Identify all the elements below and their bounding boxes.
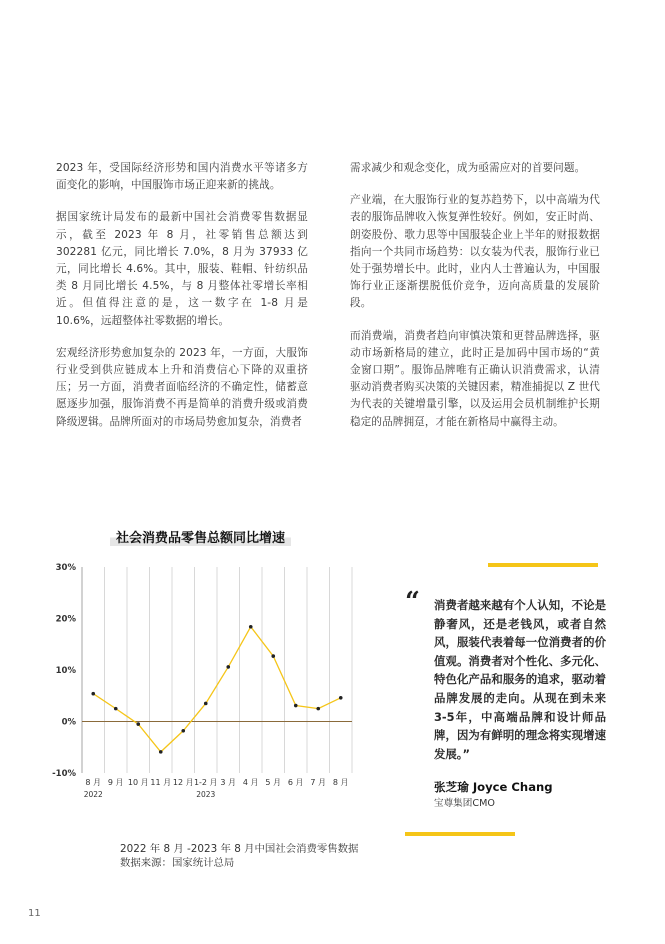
left-text-column xyxy=(56,160,308,446)
quote-mark-icon: “ xyxy=(405,587,420,617)
data-point xyxy=(316,707,320,711)
y-tick-label: 30% xyxy=(55,563,76,573)
x-year-label: 2023 xyxy=(196,790,216,799)
data-point xyxy=(249,625,253,629)
data-point xyxy=(271,654,275,658)
x-tick-label: 7 月 xyxy=(310,778,327,787)
chart-title: 社会消费品零售总额同比增速 xyxy=(110,527,291,546)
chart-caption-line: 2022 年 8 月 -2023 年 8 月中国社会消费零售数据 xyxy=(120,843,359,855)
data-point xyxy=(294,704,298,708)
paragraph: 而消费端，消费者趋向审慎决策和更替品牌选择，驱动市场新格局的建立，此时正是加码中国市场的“黄金窗口期”。服饰品牌唯有正确认识消费需求，认清驱动消费者购买决策的关键因素，精准捕捉以 Z 世代为代表的关键增量引擎，以及运用会员机制维护长期稳定的品牌拥趸，才能在新格局中赢得主动。 xyxy=(350,329,600,428)
x-tick-label: 9 月 xyxy=(107,778,124,787)
x-tick-label: 5 月 xyxy=(265,778,282,787)
right-text-column xyxy=(350,160,600,446)
chart-source-line: 数据来源：国家统计总局 xyxy=(120,857,235,869)
x-tick-label: 11 月 xyxy=(150,778,172,787)
data-point xyxy=(91,692,95,696)
x-tick-label: 6 月 xyxy=(287,778,304,787)
y-tick-label: -10% xyxy=(52,769,76,779)
page-number: 11 xyxy=(28,908,41,919)
data-point xyxy=(136,722,140,726)
quote-text: 消费者越来越有个人认知，不论是静奢风，还是老钱风，或者自然风，服装代表着每一位消费者的价值观。消费者对个性化、多元化、特色化产品和服务的追求，驱动着品牌发展的走向。从现在到未来3-5年，中高端品牌和设计师品牌，因为有鲜明的理念将实现增速发展。” xyxy=(434,598,606,761)
data-point xyxy=(114,707,118,711)
x-tick-label: 8 月 xyxy=(332,778,349,787)
paragraph: 据国家统计局发布的最新中国社会消费零售数据显示，截至 2023 年 8 月，社零销售总额达到 302281 亿元，同比增长 7.0%，8 月为 37933 亿元，同比增长 4.6%。其中，服装、鞋帽、针纺织品类 8 月同比增长 4.5%，与 8 月整体社零增长率相近。但值得注意的是，这一数字在 1-8 月是 10.6%，远超整体社零数据的增长。 xyxy=(56,211,308,327)
quote-author: 张芝瑜 Joyce Chang xyxy=(434,780,553,794)
chart-caption xyxy=(120,842,358,870)
x-year-label: 2022 xyxy=(83,790,103,799)
data-point xyxy=(226,665,230,669)
y-tick-label: 20% xyxy=(55,614,76,625)
paragraph: 产业端，在大服饰行业的复苏趋势下，以中高端为代表的服饰品牌收入恢复弹性较好。例如，安正时尚、朗姿股份、歌力思等中国服装企业上半年的财报数据指向一个共同市场趋势：以女装为代表，服饰行业已处于强势增长中。此时，业内人士普遍认为，中国服饰行业正逐渐摆脱低价竞争，迈向高质量的发展阶段。 xyxy=(350,194,600,310)
x-tick-label: 4 月 xyxy=(242,778,259,787)
y-tick-label: 0% xyxy=(61,717,76,728)
quote-author-role: 宝尊集团CMO xyxy=(434,798,495,809)
y-tick-label: 10% xyxy=(55,666,76,676)
paragraph: 2023 年，受国际经济形势和国内消费水平等诸多方面变化的影响，中国服饰市场正迎来新的挑战。 xyxy=(56,162,308,192)
quote-bottom-accent-bar xyxy=(405,832,515,836)
data-point xyxy=(159,750,163,754)
paragraph: 需求减少和观念变化，成为亟需应对的首要问题。 xyxy=(350,162,586,174)
x-tick-label: 1-2 月 xyxy=(193,778,218,787)
paragraph: 宏观经济形势愈加复杂的 2023 年，一方面，大服饰行业受到供应链成本上升和消费信心下降的双重挤压；另一方面，消费者面临经济的不确定性，储蓄意愿逐步加强，服饰消费不再是简单的消费升级或消费降级逻辑。品牌所面对的市场局势愈加复杂，消费者 xyxy=(56,346,308,428)
x-tick-label: 8 月 xyxy=(85,778,102,787)
data-point xyxy=(339,696,343,700)
line-chart xyxy=(44,555,364,805)
x-tick-label: 12 月 xyxy=(172,778,194,787)
x-tick-label: 10 月 xyxy=(127,778,149,787)
data-point xyxy=(204,702,208,706)
data-point xyxy=(181,729,185,733)
quote-top-accent-bar xyxy=(488,563,598,567)
x-tick-label: 3 月 xyxy=(220,778,237,787)
